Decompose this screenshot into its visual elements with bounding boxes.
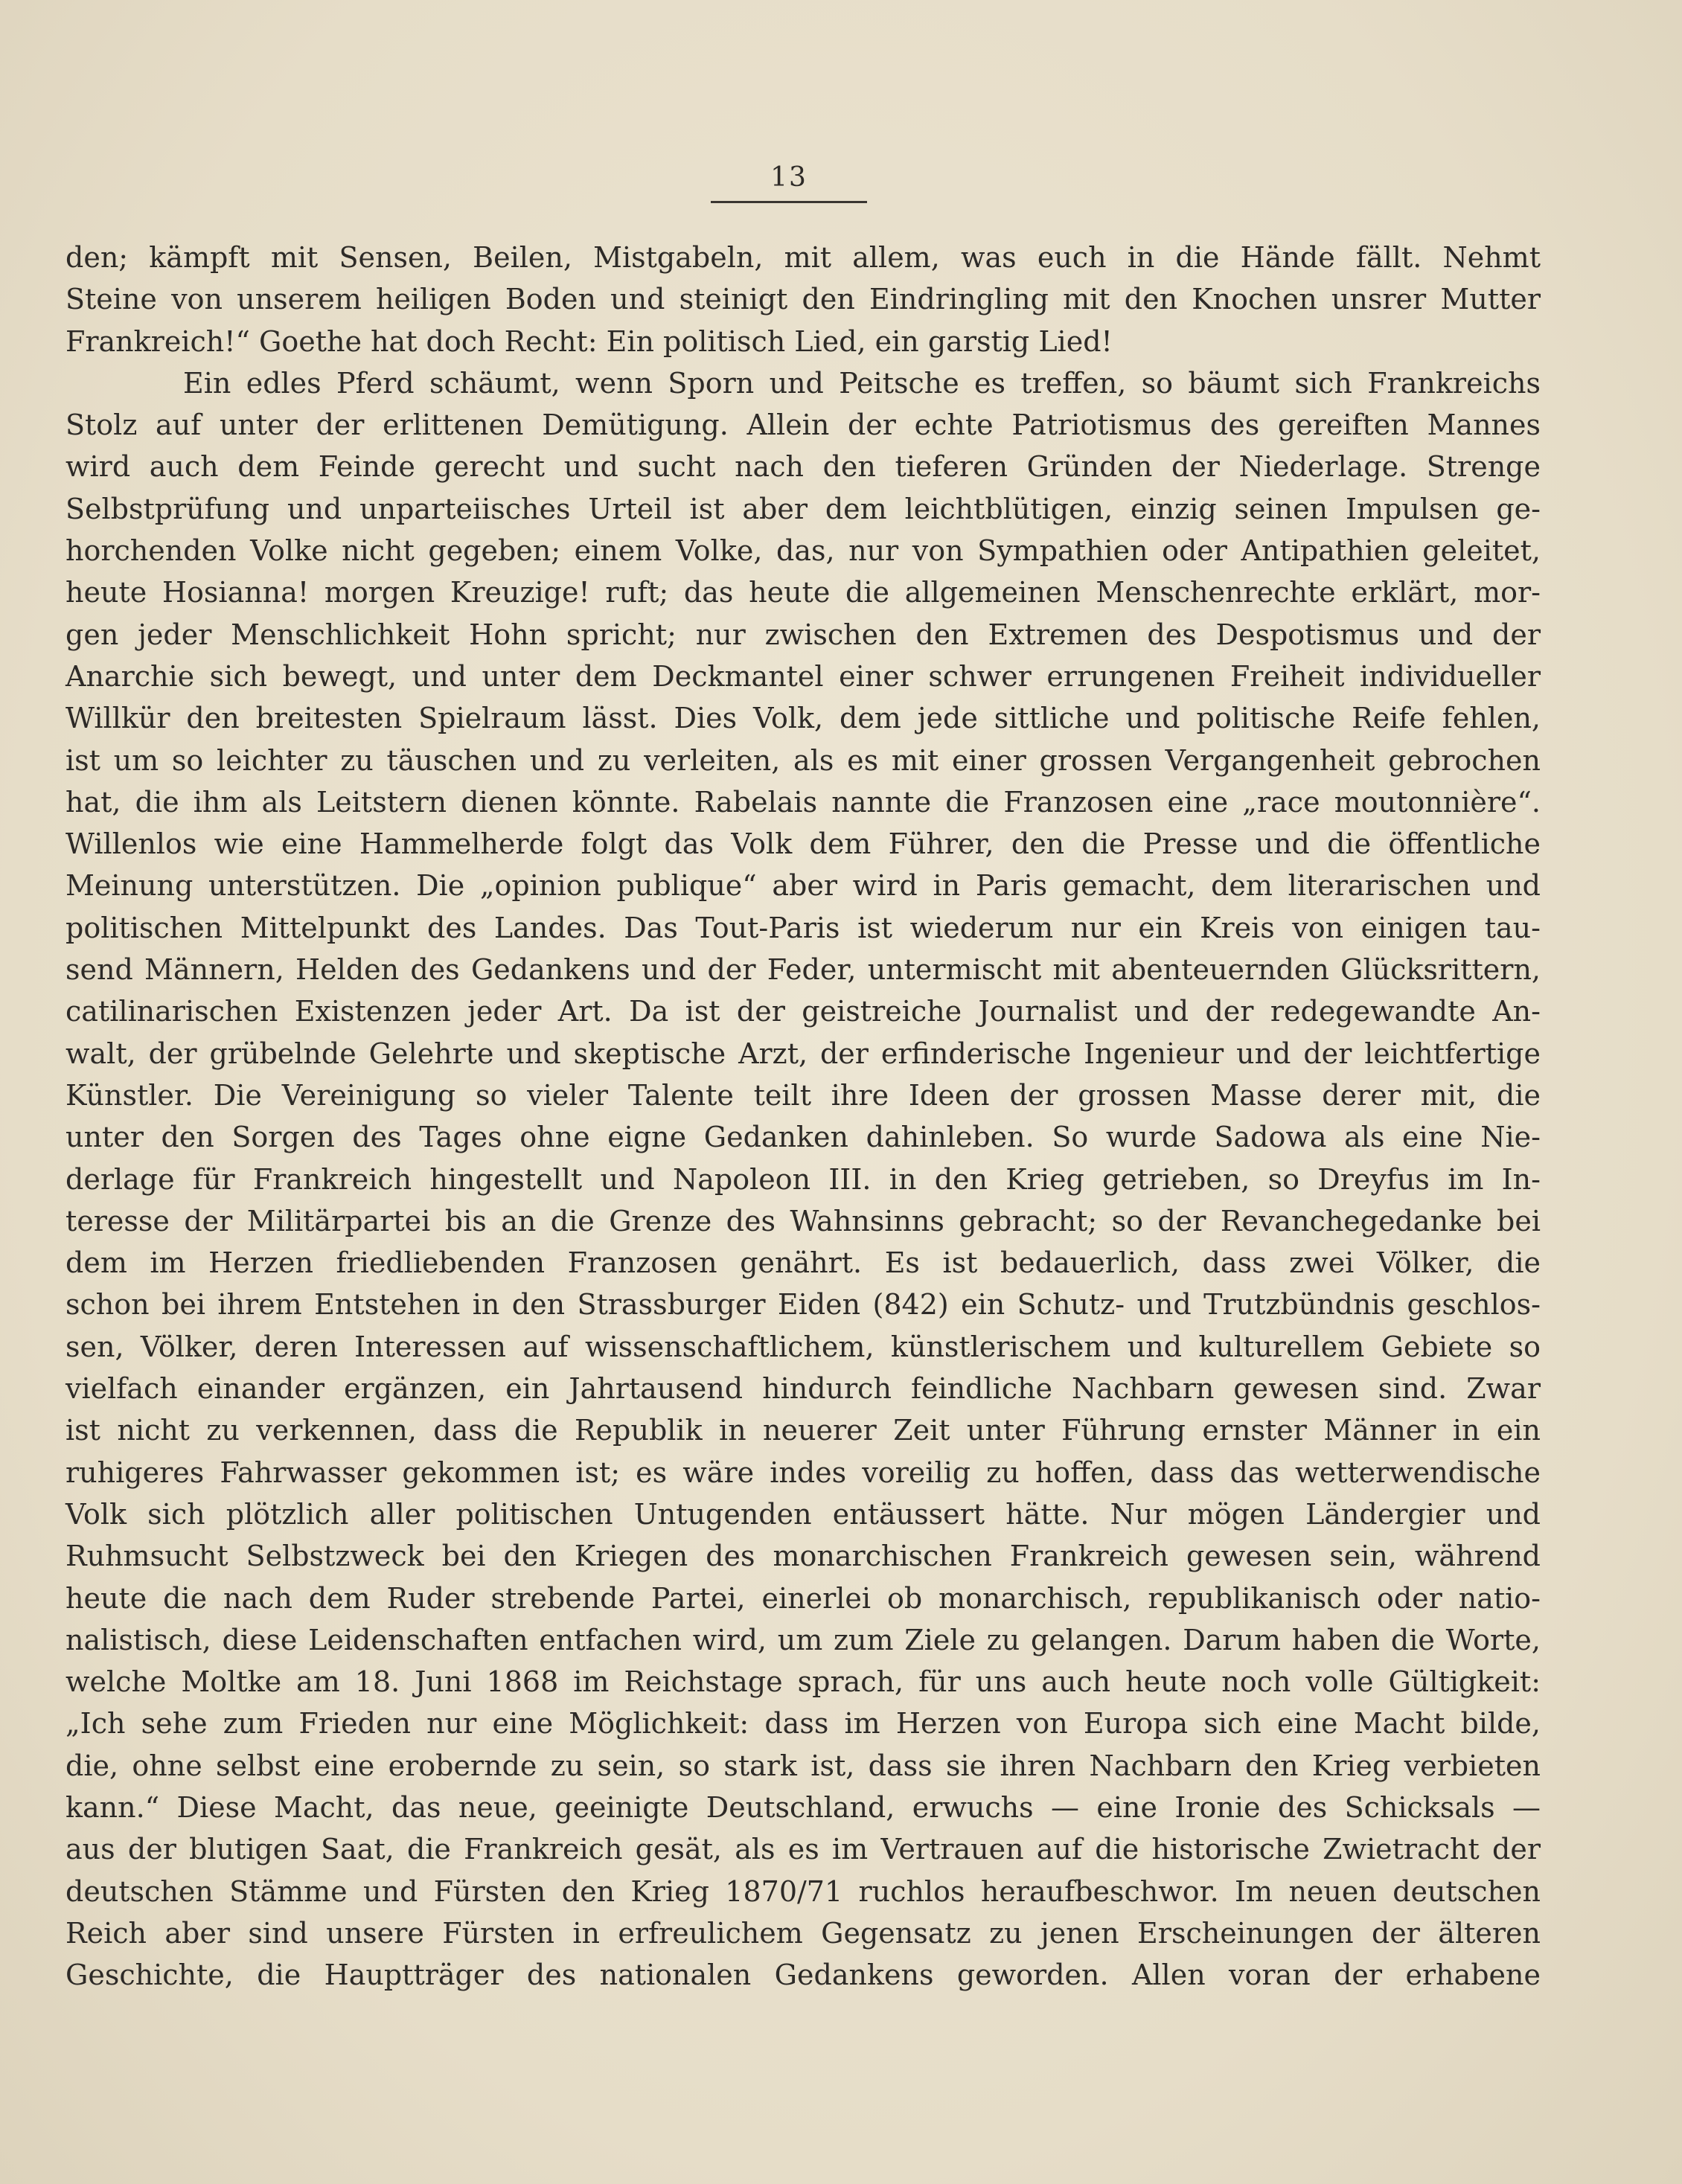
- text-line: Meinung unterstützen. Die „opinion publique“ aber wird in Paris gemacht, dem literarischen und: [65, 869, 1541, 903]
- text-line: horchenden Volke nicht gegeben; einem Volke, das, nur von Sympathien oder Antipathien geleitet,: [65, 534, 1541, 568]
- text-line: Frankreich!“ Goethe hat doch Recht: Ein politisch Lied, ein garstig Lied!: [65, 324, 1113, 358]
- text-line: nalistisch, diese Leidenschaften entfachen wird, um zum Ziele zu gelangen. Darum haben die Worte,: [65, 1623, 1541, 1656]
- text-line: ist um so leichter zu täuschen und zu verleiten, als es mit einer grossen Vergangenheit gebrochen: [65, 743, 1541, 777]
- text-line: ist nicht zu verkennen, dass die Republik in neuerer Zeit unter Führung ernster Männer in ein: [65, 1414, 1541, 1447]
- text-line: Volk sich plötzlich aller politischen Untugenden entäussert hätte. Nur mögen Ländergier und: [65, 1497, 1541, 1531]
- text-line: Willkür den breitesten Spielraum lässt. Dies Volk, dem jede sittliche und politische Reife fehlen,: [65, 702, 1541, 735]
- page-number-rule: [711, 201, 867, 203]
- text-line: dem im Herzen friedliebenden Franzosen genährt. Es ist bedauerlich, dass zwei Völker, die: [65, 1246, 1541, 1280]
- text-line: walt, der grübelnde Gelehrte und skeptische Arzt, der erfinderische Ingenieur und der leichtfertige: [65, 1037, 1541, 1070]
- text-line: welche Moltke am 18. Juni 1868 im Reichstage sprach, für uns auch heute noch volle Gültigkeit:: [65, 1665, 1541, 1699]
- text-line: aus der blutigen Saat, die Frankreich gesät, als es im Vertrauen auf die historische Zwietracht der: [65, 1833, 1541, 1866]
- text-line: heute Hosianna! morgen Kreuzige! ruft; das heute die allgemeinen Menschenrechte erklärt, mor-: [65, 576, 1541, 609]
- text-line: ruhigeres Fahrwasser gekommen ist; es wäre indes voreilig zu hoffen, dass das wetterwendische: [65, 1456, 1541, 1489]
- text-line: Stolz auf unter der erlittenen Demütigung. Allein der echte Patriotismus des gereiften Mannes: [65, 409, 1541, 442]
- text-line: den; kämpft mit Sensen, Beilen, Mistgabeln, mit allem, was euch in die Hände fällt. Nehmt: [65, 241, 1541, 274]
- text-line: deutschen Stämme und Fürsten den Krieg 1870/71 ruchlos heraufbeschwor. Im neuen deutschen: [65, 1874, 1541, 1908]
- text-line: Geschichte, die Hauptträger des nationalen Gedankens geworden. Allen voran der erhabene: [65, 1959, 1541, 1992]
- text-line: Anarchie sich bewegt, und unter dem Deckmantel einer schwer errungenen Freiheit individueller: [65, 659, 1541, 693]
- text-line: wird auch dem Feinde gerecht und sucht nach den tieferen Gründen der Niederlage. Strenge: [65, 450, 1541, 484]
- text-line: schon bei ihrem Entstehen in den Strassburger Eiden (842) ein Schutz- und Trutzbündnis geschlos-: [65, 1288, 1541, 1322]
- text-line: Selbstprüfung und unparteiisches Urteil ist aber dem leichtblütigen, einzig seinen Impulsen ge-: [65, 492, 1541, 525]
- text-line: derlage für Frankreich hingestellt und Napoleon III. in den Krieg getrieben, so Dreyfus im In-: [65, 1162, 1541, 1196]
- text-line: teresse der Militärpartei bis an die Grenze des Wahnsinns gebracht; so der Revanchegedanke bei: [65, 1204, 1541, 1237]
- text-line: catilinarischen Existenzen jeder Art. Da ist der geistreiche Journalist und der redegewandte An-: [65, 995, 1541, 1028]
- text-line: kann.“ Diese Macht, das neue, geeinigte Deutschland, erwuchs — eine Ironie des Schicksals —: [65, 1790, 1541, 1824]
- page-number: 13: [770, 162, 808, 193]
- text-line: hat, die ihm als Leitstern dienen könnte. Rabelais nannte die Franzosen eine „race moutonnière“.: [65, 785, 1541, 819]
- text-line: „Ich sehe zum Frieden nur eine Möglichkeit: dass im Herzen von Europa sich eine Macht bilde,: [65, 1707, 1541, 1741]
- text-line: Reich aber sind unsere Fürsten in erfreulichem Gegensatz zu jenen Erscheinungen der älteren: [65, 1916, 1541, 1950]
- text-line: politischen Mittelpunkt des Landes. Das Tout-Paris ist wiederum nur ein Kreis von einigen tau-: [65, 911, 1541, 944]
- text-line: unter den Sorgen des Tages ohne eigne Gedanken dahinleben. So wurde Sadowa als eine Nie-: [65, 1121, 1541, 1154]
- text-line: Willenlos wie eine Hammelherde folgt das Volk dem Führer, den die Presse und die öffentliche: [65, 827, 1541, 861]
- text-line: vielfach einander ergänzen, ein Jahrtausend hindurch feindliche Nachbarn gewesen sind. Zwar: [65, 1372, 1541, 1406]
- text-line: gen jeder Menschlichkeit Hohn spricht; nur zwischen den Extremen des Despotismus und der: [65, 618, 1541, 651]
- text-line: sen, Völker, deren Interessen auf wissenschaftlichem, künstlerischem und kulturellem Gebiete so: [65, 1330, 1541, 1363]
- text-line: Ruhmsucht Selbstzweck bei den Kriegen des monarchischen Frankreich gewesen sein, während: [65, 1540, 1541, 1573]
- body-text: [65, 237, 1541, 1996]
- text-line: send Männern, Helden des Gedankens und der Feder, untermischt mit abenteuernden Glücksrittern,: [65, 953, 1541, 987]
- text-line: Steine von unserem heiligen Boden und steinigt den Eindringling mit den Knochen unsrer Mutter: [65, 283, 1541, 316]
- text-line: die, ohne selbst eine erobernde zu sein, so stark ist, dass sie ihren Nachbarn den Krieg verbieten: [65, 1749, 1541, 1782]
- text-line: heute die nach dem Ruder strebende Partei, einerlei ob monarchisch, republikanisch oder natio-: [65, 1581, 1541, 1615]
- text-line: Ein edles Pferd schäumt, wenn Sporn und Peitsche es treffen, so bäumt sich Frankreichs: [183, 366, 1541, 400]
- text-line: Künstler. Die Vereinigung so vieler Talente teilt ihre Ideen der grossen Masse derer mit, die: [65, 1078, 1541, 1112]
